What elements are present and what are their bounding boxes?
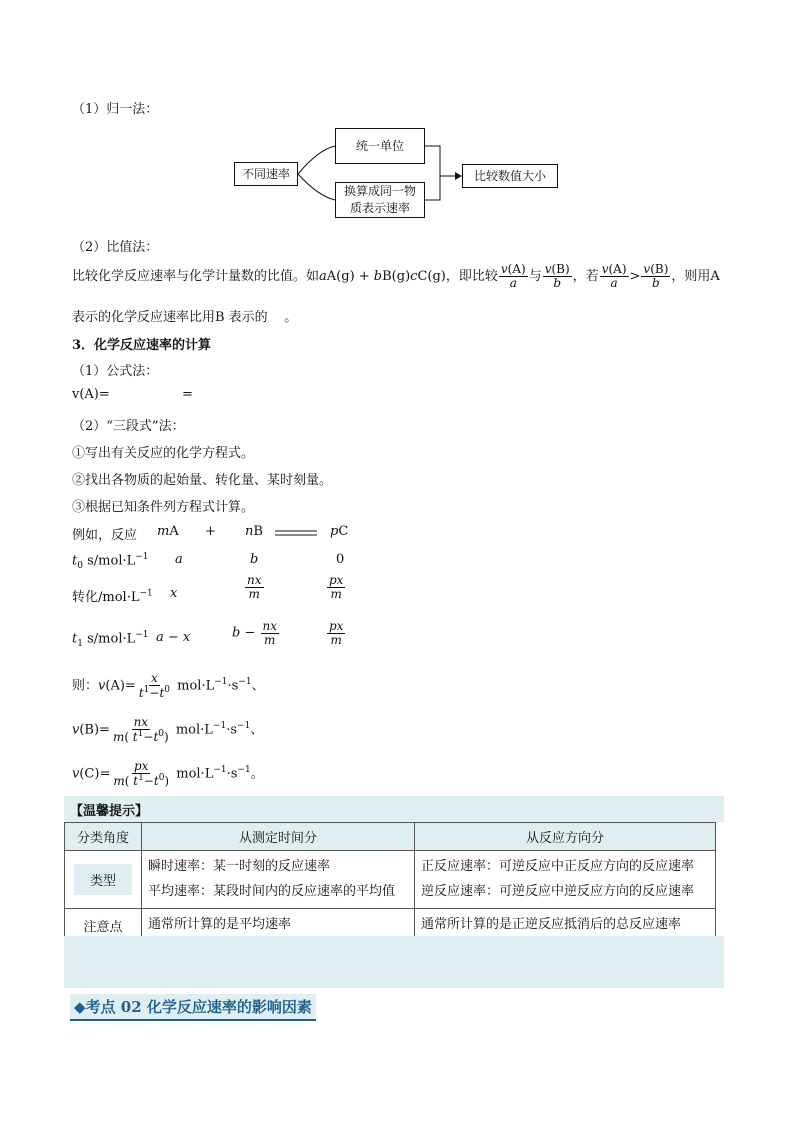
ratio-text-c: 与 bbox=[528, 269, 542, 284]
diagram-connectors bbox=[0, 0, 794, 300]
tip-header-2: 从反应方向分 bbox=[415, 823, 716, 851]
row-t0-label: $t_0$ $s/mol\cdot L^{-1}$ bbox=[72, 552, 149, 571]
eq-mA: mA bbox=[157, 524, 179, 539]
row-t0-b: b bbox=[250, 552, 259, 567]
tip-bottom-band bbox=[64, 936, 724, 988]
diagram-bottom-line1: 换算成同一物 bbox=[343, 184, 416, 199]
tip-row-type bbox=[65, 851, 716, 909]
section3-heading: 3．化学反应速率的计算 bbox=[72, 338, 212, 353]
rate-vB: v(B)= $\frac{nx}{m( t^1-t^0)}$ $mol\cdot L^{-1}\cdot s^{-1}$、 bbox=[72, 715, 264, 744]
tip-table bbox=[64, 822, 716, 943]
step-3: ③根据已知条件列方程式计算。 bbox=[72, 500, 255, 515]
ratio-text-e: ，则用A bbox=[671, 269, 720, 284]
eq-plus: + bbox=[205, 524, 216, 539]
tip-note-col2: 通常所计算的是正逆反应抵消后的总反应速率 bbox=[415, 909, 716, 943]
diagram-top-box: 统一单位 bbox=[335, 128, 425, 164]
method2-label: （2）比值法： bbox=[72, 240, 159, 255]
fraction-vB-b-2: $\frac{v(B)}{b}$ bbox=[643, 262, 669, 290]
ratio-text-d: ，若 bbox=[572, 269, 599, 284]
ratio-text-b: ，即比较 bbox=[445, 269, 498, 284]
tip-reverse-rate: 逆反应速率：可逆反应中逆反应方向的反应速率 bbox=[421, 883, 695, 899]
fraction-vB-b: $\frac{v(B)}{b}$ bbox=[544, 262, 570, 290]
tip-title-band bbox=[64, 796, 724, 822]
rate-vA: 则：v(A)= $\frac{x}{t^1-t^0}$ $mol\cdot L^{-1}\cdot s^{-1}$、 bbox=[72, 671, 265, 700]
tip-row-type-label: 类型 bbox=[74, 864, 132, 895]
ratio-line: 比较化学反应速率与化学计量数的比值。如aA(g) + bB(g)cC(g)，即比较 $\frac{v(A)}{a}$ 与 $\frac{v(B)}{b}$ ，若 $\frac{v(A)}{a}$ > $\frac{v(B)}{b}$ ，则用A bbox=[72, 262, 720, 290]
fraction-vA-a: $\frac{v(A)}{a}$ bbox=[500, 262, 526, 290]
ratio-text-a: 比较化学反应速率与化学计量数的比值。如 bbox=[72, 269, 320, 284]
tip-header-row bbox=[65, 823, 716, 851]
row-conv-label: 转化$/mol\cdot L^{-1}$ bbox=[72, 588, 153, 605]
tip-average-rate: 平均速率：某段时间内的反应速率的平均值 bbox=[148, 883, 396, 899]
row-t1-a-x: a − x bbox=[156, 630, 191, 645]
tip-forward-rate: 正反应速率：可逆反应中正反应方向的反应速率 bbox=[421, 859, 695, 874]
row-conv-nx-m: $\frac{nx}{m}$ bbox=[247, 573, 262, 601]
formula-eq: = bbox=[182, 387, 193, 402]
example-label: 例如，反应 bbox=[72, 528, 138, 543]
formula-label: （1）公式法： bbox=[72, 364, 159, 379]
eq-pC: pC bbox=[330, 524, 349, 539]
row-t1-px-m: $\frac{px}{m}$ bbox=[329, 619, 344, 647]
diagram-bottom-line2: 质表示速率 bbox=[349, 201, 410, 215]
method1-label: （1）归一法： bbox=[72, 102, 159, 117]
row-t0-a: a bbox=[175, 552, 183, 567]
fraction-vA-a-2: $\frac{v(A)}{a}$ bbox=[601, 262, 627, 290]
tip-title: 【温馨提示】 bbox=[70, 804, 149, 819]
formula-line: v(A)= bbox=[72, 387, 110, 402]
next-section-heading: ◆考点 02 化学反应速率的影响因素 bbox=[70, 994, 316, 1021]
diagram-right-box: 比较数值大小 bbox=[462, 164, 558, 188]
eq-double-line bbox=[275, 530, 319, 538]
rate-vC: v(C)= $\frac{px}{m( t^1-t^0)}$ $mol\cdot L^{-1}\cdot s^{-1}$。 bbox=[72, 759, 264, 788]
row-t1-label: $t_1$ $s/mol\cdot L^{-1}$ bbox=[72, 630, 149, 649]
tip-header-1: 从测定时间分 bbox=[142, 823, 415, 851]
step-2: ②找出各物质的起始量、转化量、某时刻量。 bbox=[72, 473, 333, 488]
tip-header-0: 分类角度 bbox=[65, 823, 142, 851]
row-t1-b-nx-m: b − $\frac{nx}{m}$ bbox=[232, 619, 277, 647]
tip-instant-rate: 瞬时速率：某一时刻的反应速率 bbox=[148, 859, 331, 874]
row-conv-px-m: $\frac{px}{m}$ bbox=[329, 573, 344, 601]
tip-note-col1: 通常所计算的是平均速率 bbox=[142, 909, 415, 943]
diagram-left-box: 不同速率 bbox=[234, 162, 298, 186]
eq-nB: nB bbox=[245, 524, 263, 539]
row-t0-zero: 0 bbox=[336, 552, 345, 567]
ratio-line2: 表示的化学反应速率比用B 表示的 。 bbox=[72, 310, 298, 325]
tip-row-note-label: 注意点 bbox=[65, 909, 142, 943]
step-1: ①写出有关反应的化学方程式。 bbox=[72, 446, 255, 461]
row-conv-x: x bbox=[170, 586, 178, 601]
three-step-label: （2）“三段式”法： bbox=[72, 419, 185, 434]
